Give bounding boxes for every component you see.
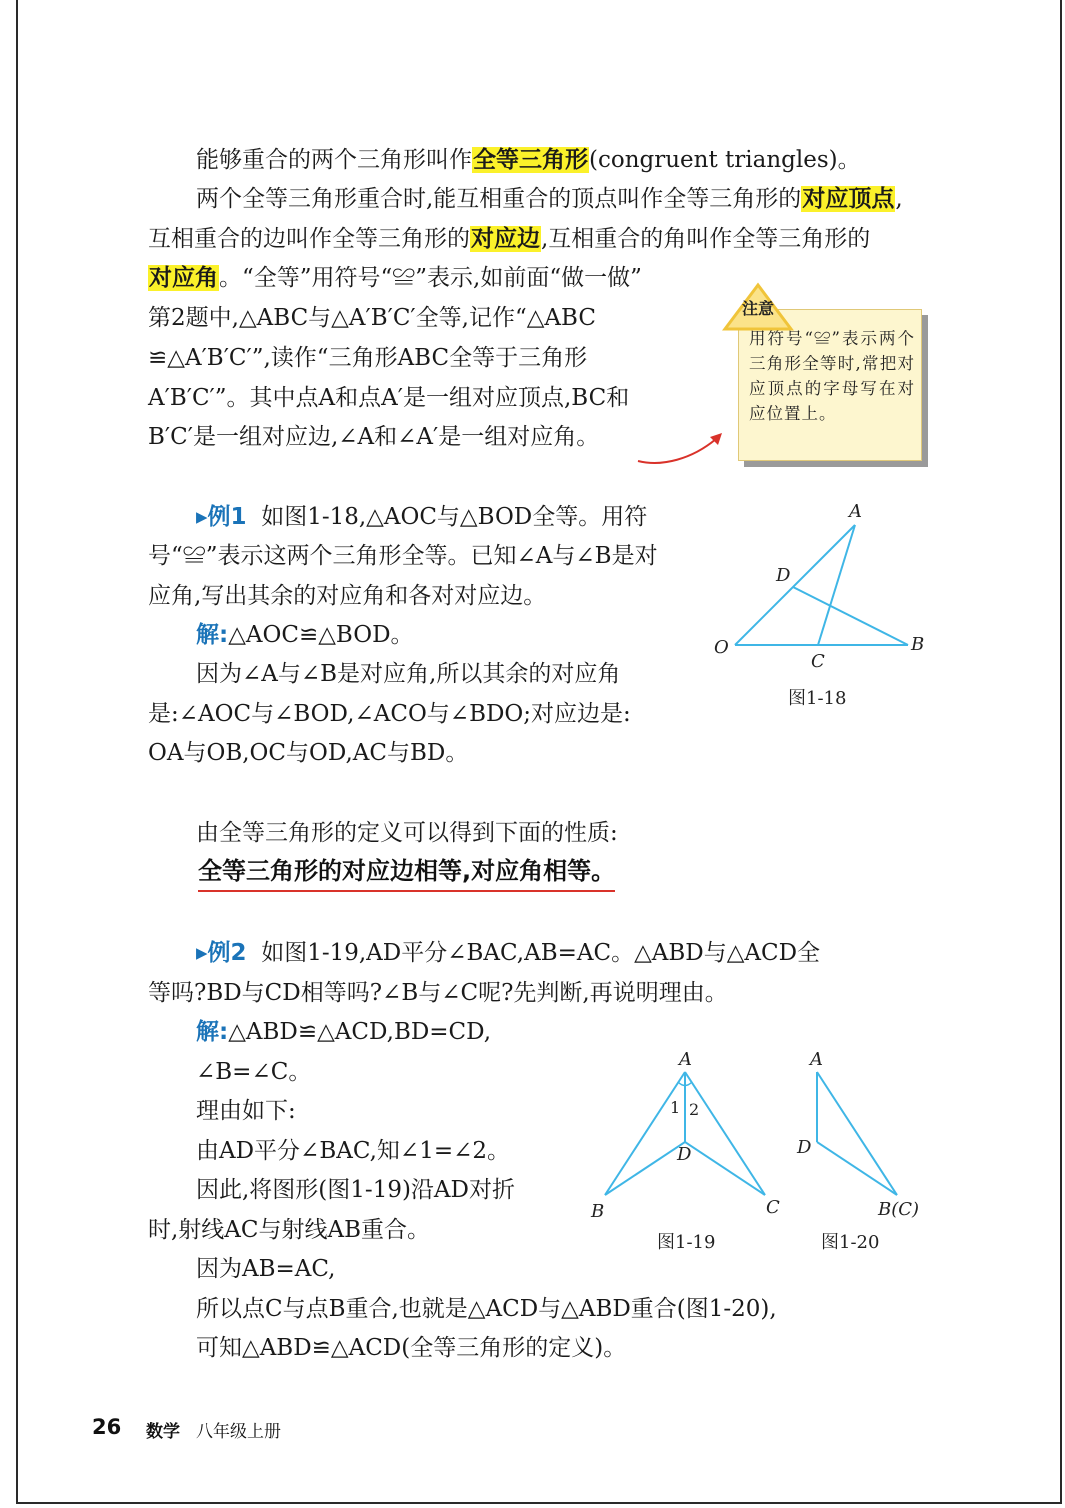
term-congruent-triangles: 全等三角形: [473, 147, 588, 173]
segment-db: [605, 1142, 685, 1195]
example1-label: ▸例1: [196, 504, 247, 530]
definition-line-6: ≌△A′B′C′”,读作“三角形ABC全等于三角形: [148, 345, 588, 371]
example2-solution-line-4: 由AD平分∠BAC,知∠1=∠2。: [196, 1138, 511, 1164]
page-number: 26: [92, 1415, 122, 1439]
note-text: 用符号“≌”表示两个三角形全等时,常把对应顶点的字母写在对应位置上。: [749, 329, 915, 423]
segment-ab: [817, 1072, 897, 1195]
label-b: B: [591, 1201, 605, 1222]
note-arrow-icon: [632, 425, 732, 470]
term-corresponding-angle: 对应角: [149, 265, 218, 291]
label-d: D: [677, 1144, 692, 1165]
example1-solution-line-2: 因为∠A与∠B是对应角,所以其余的对应角: [196, 661, 621, 687]
example2-solution-line-9: 可知△ABD≌△ACD(全等三角形的定义)。: [196, 1335, 627, 1361]
property-intro: 由全等三角形的定义可以得到下面的性质:: [196, 820, 618, 846]
label-c: C: [811, 651, 825, 670]
term-corresponding-vertex: 对应顶点: [802, 186, 895, 212]
example1-line-2: 号“≌”表示这两个三角形全等。已知∠A与∠B是对: [148, 543, 658, 569]
definition-line-2: 两个全等三角形重合时,能互相重合的顶点叫作全等三角形的对应顶点,: [196, 186, 903, 212]
example1-solution-line-3: 是:∠AOC与∠BOD,∠ACO与∠BDO;对应边是:: [148, 701, 631, 727]
segment-db: [793, 587, 908, 645]
label-a: A: [810, 1049, 823, 1070]
label-bc: B(C): [878, 1199, 920, 1220]
example2-line-2: 等吗?BD与CD相等吗?∠B与∠C呢?先判断,再说明理由。: [148, 980, 728, 1006]
definition-line-3: 互相重合的边叫作全等三角形的对应边,互相重合的角叫作全等三角形的: [148, 226, 871, 252]
example1-solution-label: 解:: [196, 622, 229, 648]
example1-line-1: ▸例1 如图1-18,△AOC与△BOD全等。用符: [196, 504, 648, 530]
angle-1-label: 1: [670, 1098, 681, 1117]
label-c: C: [766, 1197, 780, 1218]
footer-subject: 数学: [146, 1422, 180, 1442]
example2-solution-line-6: 时,射线AC与射线AB重合。: [148, 1217, 431, 1243]
figure-1-19: [585, 1045, 785, 1225]
figure-1-20-caption: 图1-20: [821, 1232, 880, 1253]
label-a: A: [679, 1049, 692, 1070]
example1-solution-line-4: OA与OB,OC与OD,AC与BD。: [148, 740, 469, 766]
label-d: D: [797, 1137, 812, 1158]
segment-ac: [685, 1072, 765, 1195]
example1-solution-line-1: 解:△AOC≌△BOD。: [196, 622, 414, 648]
label-a: A: [849, 501, 862, 522]
example2-solution-line-3: 理由如下:: [196, 1098, 296, 1124]
property-statement: 全等三角形的对应边相等,对应角相等。: [198, 855, 615, 892]
label-o: O: [714, 637, 729, 658]
segment-db: [817, 1142, 897, 1195]
figure-1-20: [790, 1045, 940, 1225]
definition-line-8: B′C′是一组对应边,∠A和∠A′是一组对应角。: [148, 424, 600, 450]
example1-line-3: 应角,写出其余的对应角和各对对应边。: [148, 583, 547, 609]
definition-line-4: 对应角。“全等”用符号“≌”表示,如前面“做一做”: [149, 265, 642, 291]
example2-solution-line-5: 因此,将图形(图1-19)沿AD对折: [196, 1177, 515, 1203]
example2-line-1: ▸例2 如图1-19,AD平分∠BAC,AB=AC。△ABD与△ACD全: [196, 940, 821, 966]
example2-solution-line-8: 所以点C与点B重合,也就是△ACD与△ABD重合(图1-20),: [196, 1296, 777, 1322]
angle-2-label: 2: [689, 1100, 700, 1119]
definition-line-7: A′B′C′”。其中点A和点A′是一组对应顶点,BC和: [148, 385, 630, 411]
note-title: 注意: [741, 299, 774, 318]
example2-solution-line-7: 因为AB=AC,: [196, 1256, 336, 1282]
term-corresponding-side: 对应边: [471, 226, 540, 252]
segment-dc: [685, 1142, 765, 1195]
example2-solution-line-2: ∠B=∠C。: [196, 1059, 312, 1085]
example2-solution-label: 解:: [196, 1019, 229, 1045]
segment-ab: [605, 1072, 685, 1195]
label-b: B: [911, 634, 925, 655]
footer-volume: 八年级上册: [196, 1422, 281, 1442]
definition-line-5: 第2题中,△ABC与△A′B′C′全等,记作“△ABC: [148, 305, 596, 331]
label-d: D: [776, 565, 791, 586]
definition-line-1: 能够重合的两个三角形叫作全等三角形(congruent triangles)。: [196, 147, 861, 173]
figure-1-19-caption: 图1-19: [657, 1232, 716, 1253]
example2-label: ▸例2: [196, 940, 247, 966]
figure-1-18: [700, 495, 940, 670]
figure-1-18-caption: 图1-18: [788, 688, 847, 709]
example2-solution-line-1: 解:△ABD≌△ACD,BD=CD,: [196, 1019, 492, 1045]
